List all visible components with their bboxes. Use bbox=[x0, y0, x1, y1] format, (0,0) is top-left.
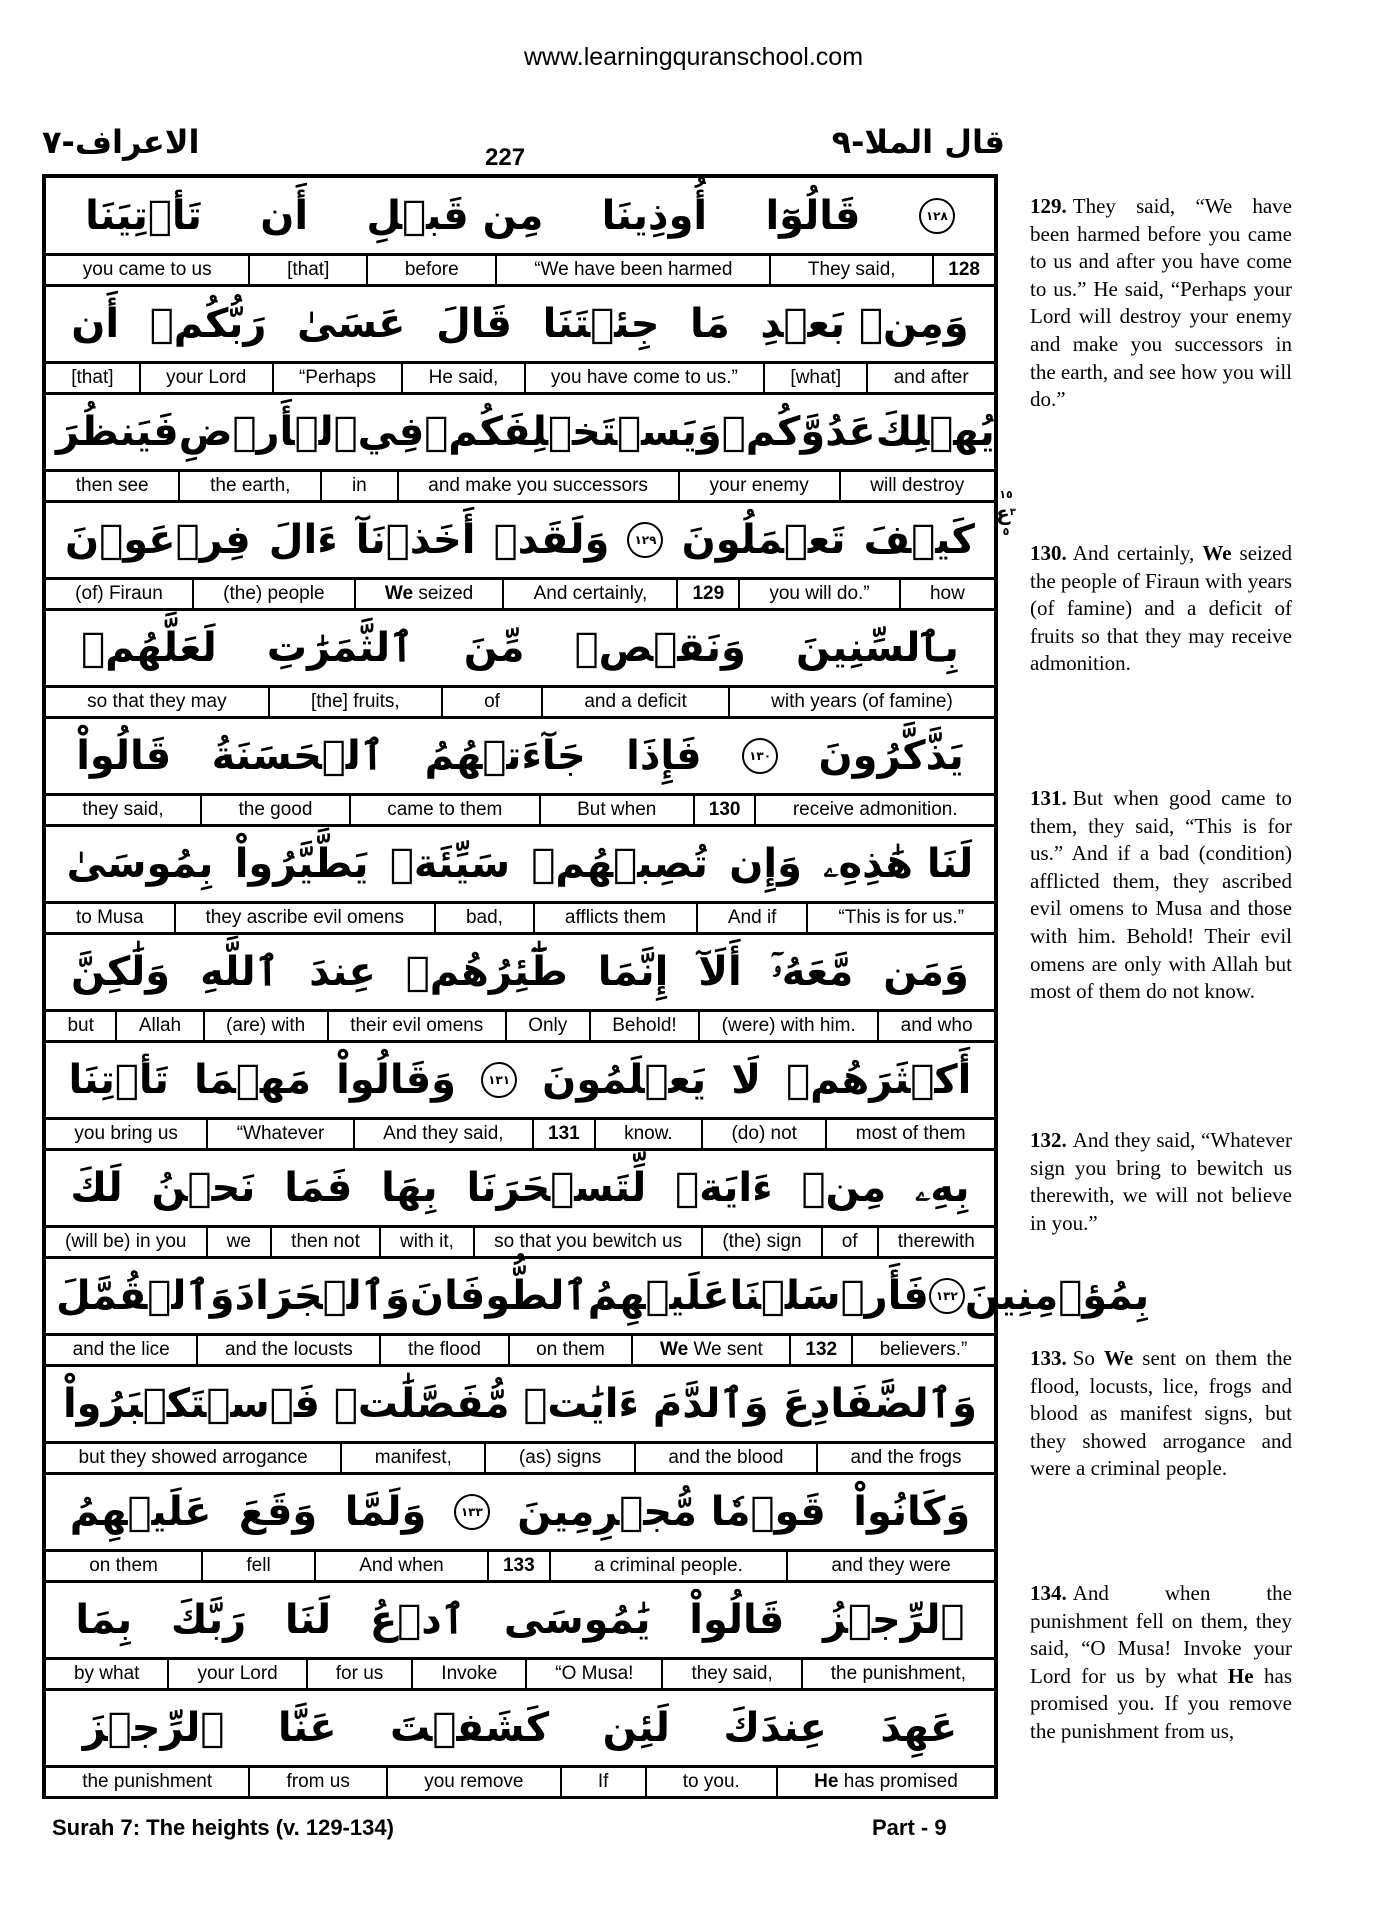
gloss-cell: then see bbox=[75, 475, 149, 496]
arabic-word: ٱللَّهِ bbox=[200, 949, 280, 995]
gloss-cell: (the) people bbox=[192, 580, 354, 608]
gloss-cell: “This is for us.” bbox=[806, 904, 994, 932]
arabic-word: ٱدۡعُ bbox=[369, 1597, 466, 1643]
translation-132 bbox=[1030, 1127, 1292, 1237]
arabic-word: طَٰٓئِرُهُمۡ bbox=[405, 949, 568, 995]
arabic-line bbox=[46, 719, 994, 796]
arabic-line bbox=[46, 1367, 994, 1444]
gloss-cell: you came to us bbox=[82, 259, 212, 280]
gloss-cell: We We sent bbox=[631, 1336, 789, 1364]
arabic-word: مَهۡمَا bbox=[194, 1057, 312, 1103]
gloss-cell: “Perhaps bbox=[272, 364, 402, 392]
gloss-cell: but they showed arrogance bbox=[78, 1447, 308, 1468]
gloss-line bbox=[46, 688, 994, 719]
arabic-word: عَسَىٰ bbox=[296, 301, 406, 347]
arabic-word: وَلَٰكِنَّ bbox=[70, 949, 171, 995]
arabic-word: لَئِن bbox=[602, 1705, 670, 1751]
arabic-word: عَهِدَ bbox=[880, 1705, 958, 1751]
gloss-cell: how bbox=[899, 580, 994, 608]
arabic-line bbox=[46, 1691, 994, 1768]
gloss-cell: manifest, bbox=[340, 1444, 484, 1472]
gloss-verse-number: 131 bbox=[532, 1120, 594, 1148]
gloss-cell: you have come to us.” bbox=[524, 364, 764, 392]
gloss-cell: (do) not bbox=[701, 1120, 825, 1148]
arabic-word: تَأۡتِيَنَا bbox=[85, 192, 202, 239]
gloss-cell: of bbox=[821, 1228, 877, 1256]
translation-131 bbox=[1030, 785, 1292, 1006]
gloss-cell: and the lice bbox=[72, 1339, 170, 1360]
arabic-word: رَبُّكُمۡ bbox=[149, 301, 267, 347]
gloss-cell: If bbox=[560, 1768, 645, 1796]
gloss-line bbox=[46, 796, 994, 827]
arabic-word: عَلَيۡهِمُ bbox=[587, 1273, 730, 1319]
verse-number: 131. bbox=[1030, 786, 1067, 810]
arabic-word: قَوۡمٗا مُّجۡرِمِينَ bbox=[517, 1489, 826, 1535]
gloss-cell: And certainly, bbox=[502, 580, 676, 608]
gloss-cell: believers.” bbox=[851, 1336, 994, 1364]
arabic-word: تَعۡمَلُونَ bbox=[681, 517, 846, 563]
gloss-cell: They said, bbox=[769, 256, 932, 284]
translation-133 bbox=[1030, 1345, 1292, 1483]
arabic-word: أَن bbox=[71, 301, 120, 347]
gloss-line bbox=[46, 256, 994, 287]
translation-text: They said, “We have been harmed before you came to us and after you have come to us.” He said, “Perhaps your Lord will destroy your enemy and make you successors in the earth, and see how you will do.” bbox=[1030, 194, 1292, 412]
translation-129 bbox=[1030, 193, 1292, 414]
gloss-cell: And they said, bbox=[353, 1120, 532, 1148]
gloss-cell: and they were bbox=[786, 1552, 994, 1580]
gloss-line bbox=[46, 1012, 994, 1043]
arabic-word: أُوذِينَا bbox=[601, 192, 708, 239]
gloss-cell: the punishment bbox=[82, 1771, 213, 1792]
arabic-word: وَمَن bbox=[883, 949, 969, 995]
arabic-line bbox=[46, 1475, 994, 1552]
arabic-word: رَبَّكَ bbox=[170, 1597, 247, 1643]
translation-130 bbox=[1030, 540, 1292, 678]
gloss-cell: then not bbox=[270, 1228, 379, 1256]
page-number: 227 bbox=[485, 144, 526, 171]
arabic-line bbox=[46, 287, 994, 364]
gloss-line bbox=[46, 580, 994, 611]
arabic-word: لِّتَسۡحَرَنَا bbox=[466, 1165, 647, 1211]
arabic-word: مِّنَ bbox=[463, 625, 525, 671]
gloss-cell: on them bbox=[89, 1555, 158, 1576]
arabic-word: قَالُواْ bbox=[76, 733, 172, 779]
gloss-cell: so that you bewitch us bbox=[473, 1228, 701, 1256]
arabic-word: قَالُواْ bbox=[689, 1597, 785, 1643]
gloss-verse-number: 133 bbox=[487, 1552, 549, 1580]
gloss-cell: and make you successors bbox=[397, 472, 678, 500]
translation-text: And they said, “Whatever sign you bring to bewitch us therewith, we will not believe in you.” bbox=[1030, 1128, 1292, 1235]
gloss-cell: (will be) in you bbox=[65, 1231, 187, 1252]
verse-end-marker-icon: ١٣٠ bbox=[742, 738, 778, 774]
arabic-word: ٱلرِّجۡزَ bbox=[82, 1705, 225, 1751]
arabic-word: عَدُوَّكُمۡ bbox=[721, 409, 876, 455]
gloss-cell: their evil omens bbox=[327, 1012, 505, 1040]
arabic-word: مِن قَبۡلِ bbox=[366, 192, 544, 239]
arabic-word: وَٱلضَّفَادِعَ bbox=[782, 1381, 977, 1427]
arabic-word: وَٱلۡقُمَّلَ bbox=[56, 1273, 235, 1319]
verse-end-marker-icon: ١٣١ bbox=[481, 1062, 517, 1098]
gloss-cell: to Musa bbox=[75, 907, 144, 928]
arabic-word: ٱلثَّمَرَٰتِ bbox=[266, 625, 414, 671]
gloss-cell: they ascribe evil omens bbox=[174, 904, 434, 932]
gloss-cell: And when bbox=[314, 1552, 487, 1580]
gloss-cell: they said, bbox=[661, 1660, 800, 1688]
arabic-word: فِي bbox=[357, 409, 425, 455]
arabic-word: وَكَانُواْ bbox=[853, 1489, 971, 1535]
website-url: www.learningquranschool.com bbox=[523, 43, 864, 71]
arabic-word: ءَايَةٖ bbox=[675, 1165, 773, 1211]
arabic-word: لَنَا هَٰذِهِۦ bbox=[823, 841, 974, 887]
arabic-word: ءَالَ bbox=[268, 517, 338, 563]
gloss-cell: “O Musa! bbox=[525, 1660, 661, 1688]
verse-number: 129. bbox=[1030, 194, 1067, 218]
arabic-word: ءَايَٰتٖ bbox=[523, 1381, 639, 1427]
arabic-word: تَأۡتِنَا bbox=[68, 1057, 169, 1103]
arabic-line bbox=[46, 1259, 1150, 1336]
gloss-cell: the earth, bbox=[178, 472, 320, 500]
arabic-word: تُصِبۡهُمۡ bbox=[531, 841, 708, 887]
gloss-cell: [the] fruits, bbox=[268, 688, 441, 716]
gloss-cell: with years (of famine) bbox=[728, 688, 994, 716]
gloss-cell: He said, bbox=[401, 364, 523, 392]
verse-number: 130. bbox=[1030, 541, 1067, 565]
arabic-line bbox=[46, 503, 994, 580]
arabic-word: فَأَرۡسَلۡنَا bbox=[729, 1273, 929, 1319]
arabic-word: أَن bbox=[260, 192, 309, 239]
gloss-verse-number: 132 bbox=[789, 1336, 851, 1364]
gloss-cell: (are) with bbox=[203, 1012, 327, 1040]
arabic-word: يُهۡلِكَ bbox=[875, 409, 995, 455]
arabic-word: بِٱلسِّنِينَ bbox=[796, 625, 959, 671]
ruku-marker-top: ١٥ bbox=[999, 488, 1013, 501]
gloss-cell: afflicts them bbox=[533, 904, 696, 932]
gloss-cell: before bbox=[366, 256, 495, 284]
arabic-word: قَالُوٓا bbox=[765, 192, 861, 239]
arabic-word: عَنَّا bbox=[277, 1705, 337, 1751]
arabic-word: وَٱلۡجَرَادَ bbox=[234, 1273, 410, 1319]
footer-part: Part - 9 bbox=[872, 1815, 947, 1840]
verse-end-marker-icon: ١٢٨ bbox=[919, 198, 955, 234]
arabic-word: إِنَّمَا bbox=[597, 949, 669, 995]
gloss-cell: the good bbox=[200, 796, 349, 824]
gloss-verse-number: 129 bbox=[676, 580, 738, 608]
arabic-line bbox=[46, 1043, 994, 1120]
arabic-word: يَعۡلَمُونَ bbox=[542, 1057, 707, 1103]
gloss-cell: know. bbox=[594, 1120, 701, 1148]
verse-number: 134. bbox=[1030, 1581, 1067, 1605]
surah-name-arabic: الاعراف-٧ bbox=[42, 123, 200, 161]
arabic-word: لَكَ bbox=[70, 1165, 123, 1211]
arabic-word: وَلَقَدۡ bbox=[493, 517, 610, 563]
arabic-line bbox=[46, 395, 994, 472]
arabic-word: بِمُؤۡمِنِينَ bbox=[964, 1273, 1150, 1319]
arabic-word: عِندَكَ bbox=[723, 1705, 827, 1751]
arabic-word: كَيۡفَ bbox=[863, 517, 975, 563]
gloss-cell: of bbox=[441, 688, 541, 716]
gloss-line bbox=[46, 1228, 994, 1259]
gloss-cell: for us bbox=[306, 1660, 412, 1688]
arabic-word: أَكۡثَرَهُمۡ bbox=[786, 1057, 972, 1103]
arabic-word: وَقَالُواْ bbox=[336, 1057, 457, 1103]
gloss-cell: with it, bbox=[379, 1228, 473, 1256]
gloss-line bbox=[46, 1660, 994, 1691]
arabic-word: قَالَ bbox=[436, 301, 512, 347]
gloss-line bbox=[46, 1120, 994, 1151]
gloss-cell: to you. bbox=[645, 1768, 776, 1796]
gloss-cell: by what bbox=[73, 1663, 140, 1684]
gloss-cell: We seized bbox=[354, 580, 503, 608]
translation-text: So We sent on them the flood, locusts, lice, frogs and blood as manifest signs, but they showed arrogance and were a criminal people. bbox=[1030, 1346, 1292, 1481]
gloss-cell: therewith bbox=[877, 1228, 994, 1256]
gloss-cell: on them bbox=[508, 1336, 632, 1364]
arabic-word: عِندَ bbox=[309, 949, 376, 995]
gloss-cell: Invoke bbox=[411, 1660, 525, 1688]
arabic-word: ٱلرِّجۡزُ bbox=[822, 1597, 965, 1643]
juz-name-arabic: قال الملا-٩ bbox=[831, 123, 1005, 161]
arabic-word: عَلَيۡهِمُ bbox=[69, 1489, 212, 1535]
gloss-cell: they said, bbox=[82, 799, 164, 820]
gloss-cell: you will do.” bbox=[738, 580, 899, 608]
translation-text: And when the punishment fell on them, they said, “O Musa! Invoke your Lord for us by what He has promised you. If you remove the punishment from us, bbox=[1030, 1581, 1292, 1743]
gloss-cell: and who bbox=[877, 1012, 994, 1040]
arabic-word: فَٱسۡتَكۡبَرُواْ bbox=[62, 1381, 320, 1427]
verse-number: 132. bbox=[1030, 1128, 1067, 1152]
gloss-cell: from us bbox=[248, 1768, 386, 1796]
arabic-word: أَخَذۡنَآ bbox=[355, 517, 476, 563]
arabic-word: يَٰمُوسَى bbox=[503, 1597, 651, 1643]
verse-number: 133. bbox=[1030, 1346, 1067, 1370]
gloss-cell: and the frogs bbox=[816, 1444, 994, 1472]
arabic-word: نَحۡنُ bbox=[151, 1165, 256, 1211]
verse-end-marker-icon: ١٢٩ bbox=[627, 522, 663, 558]
arabic-word: بِمَا bbox=[75, 1597, 133, 1643]
arabic-word: وَقَعَ bbox=[238, 1489, 318, 1535]
arabic-word: سَيِّئَةٞ bbox=[389, 841, 511, 887]
gloss-cell: “Whatever bbox=[206, 1120, 352, 1148]
gloss-cell: in bbox=[320, 472, 396, 500]
gloss-cell: so that they may bbox=[87, 691, 227, 712]
translation-134 bbox=[1030, 1580, 1292, 1746]
gloss-cell: your enemy bbox=[678, 472, 839, 500]
gloss-line bbox=[46, 364, 994, 395]
arabic-word: لَعَلَّهُمۡ bbox=[81, 625, 217, 671]
arabic-line bbox=[46, 827, 994, 904]
ruku-marker bbox=[995, 488, 1017, 538]
arabic-line bbox=[46, 935, 994, 1012]
gloss-cell: your Lord bbox=[139, 364, 272, 392]
translation-text: But when good came to them, they said, “This is for us.” And if a bad (condition) afflicted them, they ascribed evil omens to Musa and those with him. Behold! Their evil omens are only with Allah but most of them do not know. bbox=[1030, 786, 1292, 1004]
arabic-word: ٱلۡحَسَنَةُ bbox=[211, 733, 385, 779]
gloss-cell: receive admonition. bbox=[754, 796, 994, 824]
footer-surah-title: Surah 7: The heights (v. 129-134) bbox=[52, 1815, 394, 1840]
arabic-word: جِئۡتَنَا bbox=[542, 301, 660, 347]
gloss-cell: but bbox=[67, 1015, 94, 1036]
gloss-cell: the punishment, bbox=[801, 1660, 994, 1688]
gloss-cell: came to them bbox=[349, 796, 539, 824]
arabic-line bbox=[46, 1151, 994, 1228]
verse-end-marker-icon: ١٣٢ bbox=[929, 1278, 965, 1314]
arabic-word: وَيَسۡتَخۡلِفَكُمۡ bbox=[424, 409, 722, 455]
gloss-cell: and a deficit bbox=[541, 688, 728, 716]
arabic-word: بِهِۦ bbox=[915, 1165, 970, 1211]
gloss-verse-number: 128 bbox=[932, 256, 994, 284]
gloss-cell: will destroy bbox=[839, 472, 995, 500]
ruku-marker-middle bbox=[996, 501, 1016, 525]
gloss-cell: Allah bbox=[115, 1012, 202, 1040]
verse-end-marker-icon: ١٣٣ bbox=[454, 1494, 490, 1530]
arabic-word: فِرۡعَوۡنَ bbox=[65, 517, 251, 563]
arabic-word: جَآءَتۡهُمُ bbox=[424, 733, 586, 779]
gloss-cell: you bring us bbox=[74, 1123, 178, 1144]
gloss-cell: bad, bbox=[434, 904, 533, 932]
arabic-word: لَا bbox=[731, 1057, 762, 1103]
arabic-line bbox=[46, 1583, 994, 1660]
arabic-word: فَمَا bbox=[284, 1165, 353, 1211]
arabic-word: بِهَا bbox=[381, 1165, 438, 1211]
arabic-word: مَا bbox=[689, 301, 730, 347]
gloss-cell: and the blood bbox=[634, 1444, 816, 1472]
arabic-word: يَطَّيَّرُواْ bbox=[234, 841, 369, 887]
gloss-line bbox=[46, 904, 994, 935]
gloss-cell: “We have been harmed bbox=[495, 256, 769, 284]
gloss-cell: And if bbox=[696, 904, 807, 932]
arabic-word: مَّعَهُۥٓ bbox=[771, 949, 854, 995]
gloss-cell: and after bbox=[866, 364, 994, 392]
gloss-verse-number: 130 bbox=[693, 796, 755, 824]
arabic-word: فَإِذَا bbox=[626, 733, 702, 779]
gloss-line bbox=[46, 472, 994, 503]
gloss-cell: and the locusts bbox=[196, 1336, 379, 1364]
arabic-word: وَنَقۡصٖ bbox=[574, 625, 746, 671]
arabic-word: فَيَنظُرَ bbox=[56, 409, 179, 455]
arabic-word: أَلَآ bbox=[698, 949, 742, 995]
gloss-line bbox=[46, 1768, 994, 1796]
gloss-cell: [that] bbox=[71, 367, 114, 388]
arabic-word: ٱلۡأَرۡضِ bbox=[178, 409, 358, 455]
arabic-word: لَنَا bbox=[284, 1597, 332, 1643]
gloss-cell: (were) with him. bbox=[698, 1012, 877, 1040]
ruku-marker-bottom: ٥ bbox=[1002, 525, 1010, 538]
gloss-cell: we bbox=[206, 1228, 271, 1256]
arabic-word: كَشَفۡتَ bbox=[390, 1705, 550, 1751]
arabic-word: مِنۡ bbox=[801, 1165, 887, 1211]
gloss-cell: fell bbox=[201, 1552, 314, 1580]
arabic-word: ٱلطُّوفَانَ bbox=[409, 1273, 588, 1319]
arabic-word: بِمُوسَىٰ bbox=[66, 841, 214, 887]
gloss-cell: [what] bbox=[763, 364, 866, 392]
arabic-word: وَلَمَّا bbox=[344, 1489, 427, 1535]
gloss-cell: most of them bbox=[825, 1120, 994, 1148]
arabic-line bbox=[46, 178, 994, 256]
gloss-cell: Only bbox=[505, 1012, 589, 1040]
arabic-line bbox=[46, 611, 994, 688]
ruku-marker-side: ٣ bbox=[1009, 507, 1016, 518]
arabic-word: يَذَّكَّرُونَ bbox=[818, 733, 964, 779]
gloss-cell: He has promised bbox=[776, 1768, 994, 1796]
gloss-cell: Behold! bbox=[589, 1012, 698, 1040]
gloss-cell: (as) signs bbox=[484, 1444, 633, 1472]
translation-text: And certainly, We seized the people of Firaun with years (of famine) and a deficit of fruits so that they may receive admonition. bbox=[1030, 541, 1292, 676]
gloss-cell: But when bbox=[539, 796, 693, 824]
gloss-cell: (of) Firaun bbox=[75, 583, 163, 604]
gloss-cell: the flood bbox=[379, 1336, 507, 1364]
ruku-ain-icon: ع bbox=[996, 501, 1010, 525]
gloss-cell: (the) sign bbox=[701, 1228, 820, 1256]
gloss-line bbox=[46, 1552, 994, 1583]
gloss-cell: a criminal people. bbox=[549, 1552, 786, 1580]
arabic-word: وَمِنۢ بَعۡدِ bbox=[760, 301, 969, 347]
gloss-cell: you remove bbox=[386, 1768, 560, 1796]
gloss-line bbox=[46, 1444, 994, 1475]
gloss-cell: your Lord bbox=[167, 1660, 305, 1688]
gloss-line bbox=[46, 1336, 994, 1367]
gloss-cell: [that] bbox=[248, 256, 366, 284]
arabic-word: وَإِن bbox=[729, 841, 802, 887]
arabic-word: وَٱلدَّمَ bbox=[652, 1381, 769, 1427]
arabic-word: مُّفَصَّلَٰتٖ bbox=[333, 1381, 510, 1427]
